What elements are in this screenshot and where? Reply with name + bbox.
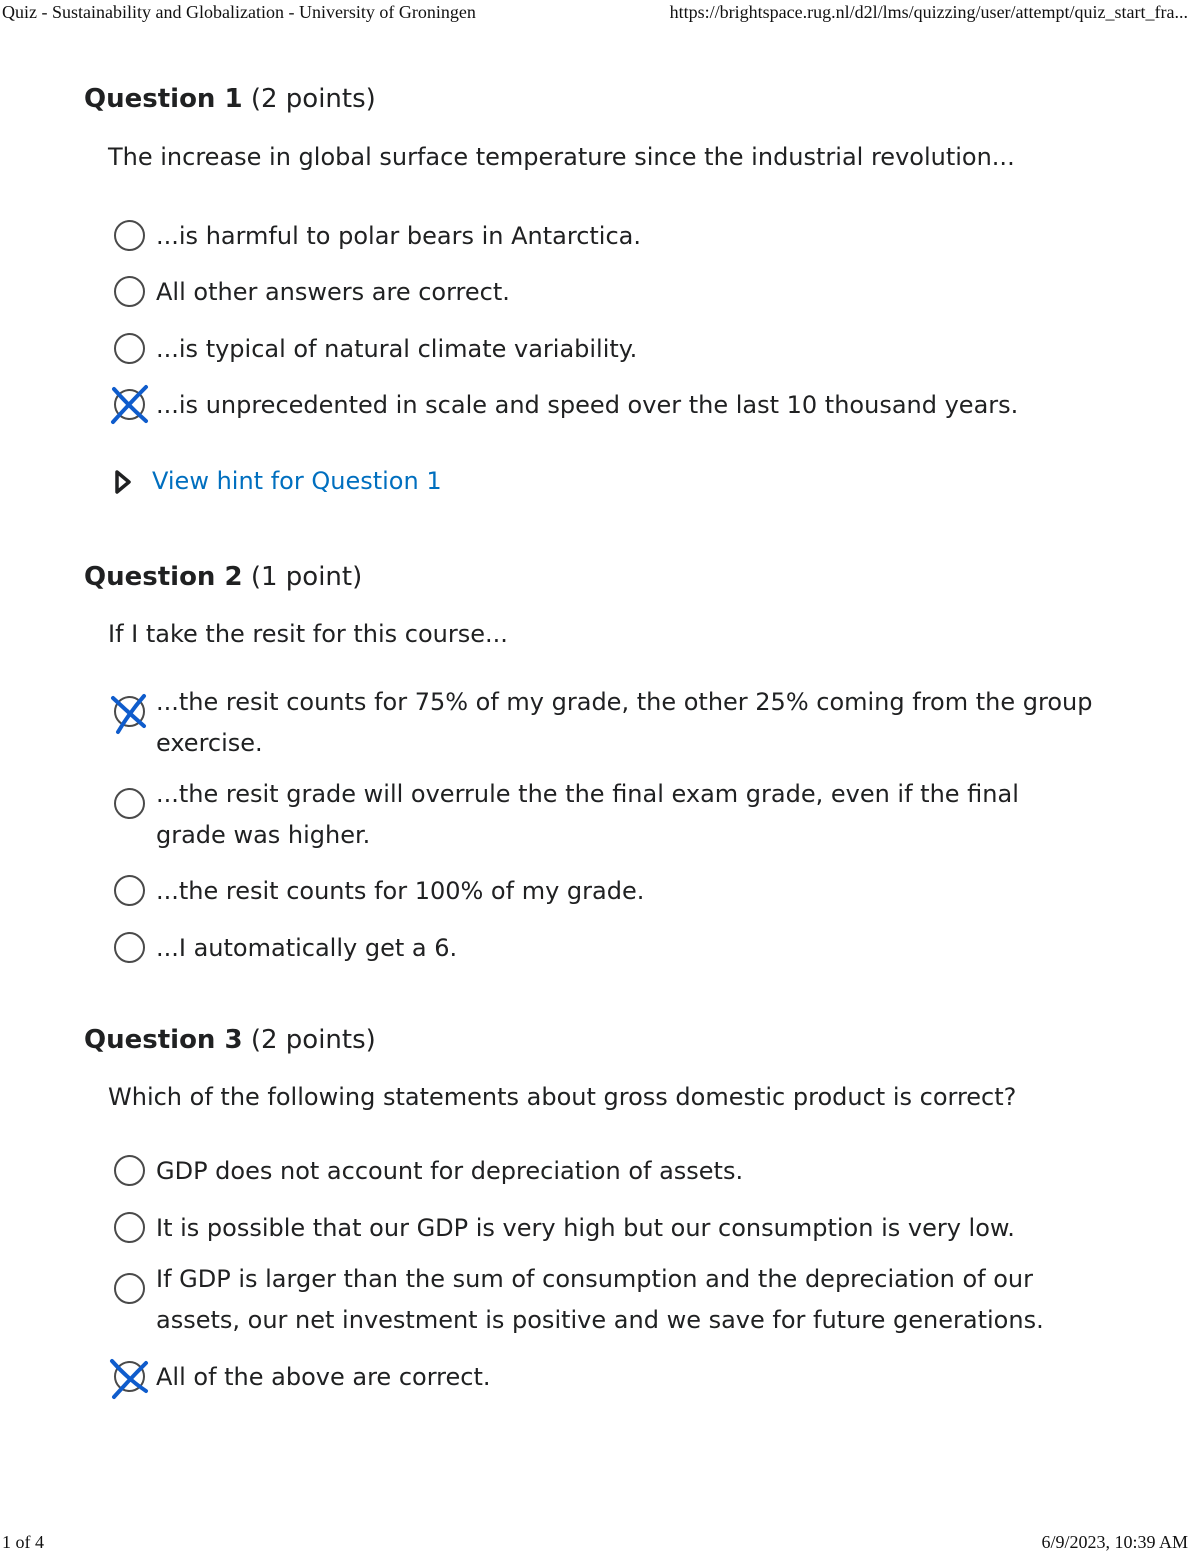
question-prompt: Which of the following statements about gross domestic product is correct?: [108, 1083, 1017, 1111]
radio-button[interactable]: [114, 1212, 145, 1243]
answer-option[interactable]: [110, 682, 1120, 764]
radio-button[interactable]: [114, 875, 145, 906]
question-prompt: If I take the resit for this course...: [108, 620, 508, 648]
question-prompt: The increase in global surface temperature since the industrial revolution...: [108, 143, 1015, 171]
question-points: (2 points): [250, 1025, 376, 1055]
answer-option[interactable]: [110, 1259, 1120, 1341]
question-heading: [84, 83, 1144, 115]
triangle-right-icon: [114, 469, 132, 495]
answer-option[interactable]: [110, 385, 1120, 426]
answer-label: ...is unprecedented in scale and speed over the last 10 thousand years.: [156, 391, 1019, 419]
question-points: (1 point): [250, 562, 363, 592]
answer-label: All other answers are correct.: [156, 278, 510, 306]
view-hint-link[interactable]: View hint for Question 1: [152, 467, 442, 495]
question-title: Question 2: [84, 562, 243, 592]
handwritten-x-mark-icon: [108, 383, 152, 427]
answer-option[interactable]: [110, 1357, 1120, 1398]
answer-option[interactable]: [110, 1151, 1120, 1192]
print-footer: [0, 1532, 1200, 1556]
handwritten-x-mark-icon: [108, 1355, 152, 1399]
radio-button[interactable]: [114, 276, 145, 307]
radio-button[interactable]: [114, 333, 145, 364]
answer-label: GDP does not account for depreciation of assets.: [156, 1157, 744, 1185]
answer-label: ...the resit counts for 100% of my grade.: [156, 877, 645, 905]
answer-label: It is possible that our GDP is very high but our consumption is very low.: [156, 1214, 1015, 1242]
question-heading: [84, 561, 1144, 593]
answer-label: All of the above are correct.: [156, 1363, 491, 1391]
print-timestamp: 6/9/2023, 10:39 AM: [1041, 1532, 1188, 1552]
answer-option[interactable]: [110, 774, 1120, 856]
answer-option[interactable]: [110, 329, 1120, 370]
radio-button[interactable]: [114, 220, 145, 251]
answer-label: ...the resit counts for 75% of my grade, the other 25% coming from the group exercise.: [156, 688, 1093, 757]
question-title: Question 3: [84, 1025, 243, 1055]
answer-option[interactable]: [110, 928, 1120, 969]
answer-option[interactable]: [110, 216, 1120, 257]
answer-label: If GDP is larger than the sum of consumption and the depreciation of our assets, our net investment is positive and we save for future generations.: [156, 1265, 1044, 1334]
question-3: [84, 1024, 1144, 1414]
answer-option[interactable]: [110, 272, 1120, 313]
question-2: [84, 561, 1144, 981]
answer-label: ...the resit grade will overrule the the final exam grade, even if the final grade was higher.: [156, 780, 1019, 849]
print-page-number: 1 of 4: [2, 1532, 44, 1552]
question-title: Question 1: [84, 84, 243, 114]
radio-button[interactable]: [114, 932, 145, 963]
radio-button[interactable]: [114, 788, 145, 819]
print-header: [0, 2, 1200, 26]
answer-option[interactable]: [110, 871, 1120, 912]
answer-label: ...is harmful to polar bears in Antarctica.: [156, 222, 642, 250]
answer-label: ...I automatically get a 6.: [156, 934, 458, 962]
question-points: (2 points): [250, 84, 376, 114]
print-page-title: Quiz - Sustainability and Globalization - University of Groningen: [2, 2, 476, 22]
radio-button[interactable]: [114, 1155, 145, 1186]
answer-label: ...is typical of natural climate variability.: [156, 335, 638, 363]
handwritten-x-mark-icon: [108, 690, 152, 734]
question-1: [84, 83, 1144, 503]
radio-button[interactable]: [114, 1273, 145, 1304]
question-heading: [84, 1024, 1144, 1056]
answer-option[interactable]: [110, 1208, 1120, 1249]
print-url: https://brightspace.rug.nl/d2l/lms/quizzing/user/attempt/quiz_start_fra...: [669, 2, 1188, 22]
